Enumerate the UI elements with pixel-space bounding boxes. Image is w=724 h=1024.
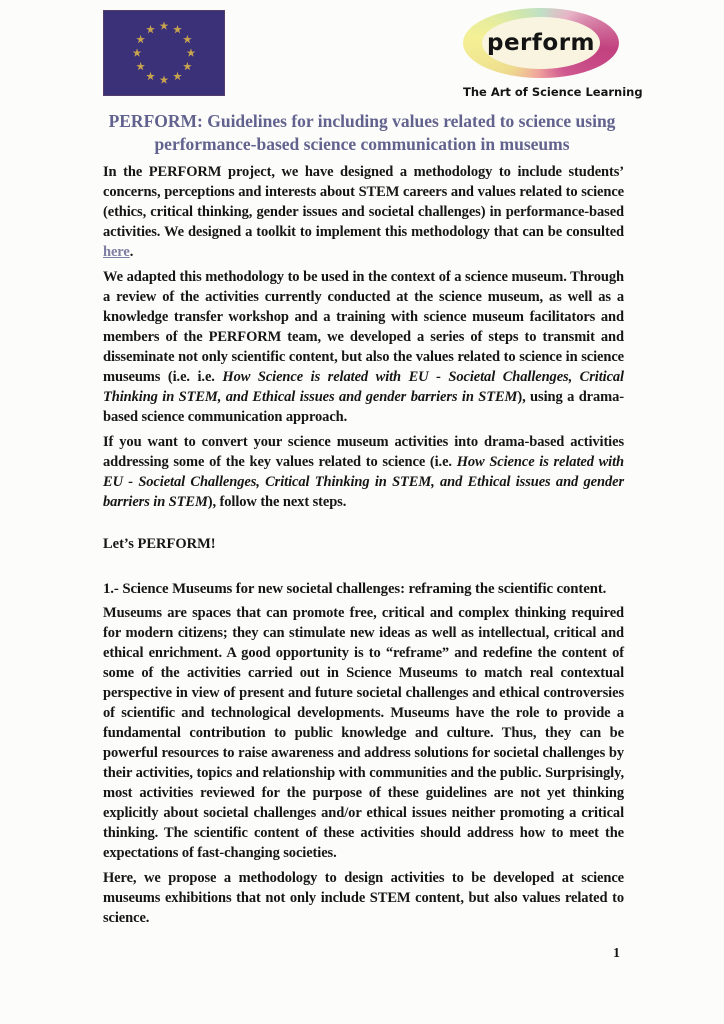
paragraph-text-run: ), using a drama-based science communication approach. bbox=[103, 389, 624, 425]
paragraph-adapted-methodology bbox=[103, 267, 624, 427]
values-list-italic: How Science is related with EU - Societal Challenges, Critical Thinking in STEM, and Ethical issues and gender barriers in STEM bbox=[103, 454, 624, 510]
eu-flag-icon bbox=[103, 10, 225, 96]
paragraph-text-run: We adapted this methodology to be used in the context of a science museum. Through a review of the activities currently conducted at the science museum, as well as a knowledge transfer workshop and a training with science museum facilitators and members of the PERFORM team, we developed a series of steps to transmit and disseminate not only scientific content, but also the values related to science in science museums (i.e. i.e. bbox=[103, 269, 624, 385]
paragraph-text-run: In the PERFORM project, we have designed a methodology to include students’ concerns, perceptions and interests about STEM careers and values related to science (ethics, critical thinking, gender issues and societal challenges) in performance-based activities. We designed a toolkit to implement this methodology that can be consulted bbox=[103, 164, 624, 240]
perform-logo-text: perform bbox=[486, 30, 596, 56]
paragraph-text-run: If you want to convert your science museum activities into drama-based activities addressing some of the key values related to science (i.e. bbox=[103, 434, 624, 470]
eu-flag-logo bbox=[103, 10, 225, 96]
perform-logo-tagline: The Art of Science Learning bbox=[463, 85, 643, 99]
paragraph-museums-spaces: Museums are spaces that can promote free, critical and complex thinking required for modern citizens; they can stimulate new ideas as well as intellectual, critical and ethical enrichment. A good opportunity is to “reframe” and redefine the content of some of the activities carried out in Science Museums to match real contextual perspective in view of present and future societal challenges and ethical controversies of scientific and technological developments. Museums have the role to provide a fundamental contribution to public knowledge and culture. Thus, they can be powerful resources to raise awareness and address solutions for societal challenges by their activities, topics and relationship with communities and the public. Surprisingly, most activities reviewed for the purpose of these guidelines are not yet thinking explicitly about societal challenges and/or ethical issues neither promoting a critical thinking. The scientific content of these activities should address how to meet the expectations of fast-changing societies. bbox=[103, 605, 624, 861]
perform-logo bbox=[463, 8, 643, 99]
section-1-heading: 1.- Science Museums for new societal challenges: reframing the scientific content. bbox=[103, 581, 607, 597]
lets-perform-heading: Let’s PERFORM! bbox=[103, 536, 216, 552]
paragraph-text-run: ), follow the next steps. bbox=[207, 494, 347, 510]
paragraph-perform-project bbox=[103, 162, 624, 262]
paragraph-text-run: . bbox=[129, 244, 134, 260]
paragraph-propose-methodology: Here, we propose a methodology to design activities to be developed at science museums exhibitions that not only include STEM content, but also values related to science. bbox=[103, 870, 624, 926]
here-link[interactable]: here bbox=[103, 244, 130, 260]
page-number: 1 bbox=[613, 946, 620, 961]
values-list-italic: How Science is related with EU - Societal Challenges, Critical Thinking in STEM, and Ethical issues and gender barriers in STEM bbox=[103, 369, 624, 405]
perform-logo-ring-icon bbox=[463, 8, 619, 78]
document-body bbox=[103, 162, 624, 933]
perform-logo-inner bbox=[482, 17, 600, 69]
document-title: PERFORM: Guidelines for including values related to science using performance-based science communication in museums bbox=[108, 111, 616, 154]
paragraph-convert-activities bbox=[103, 432, 624, 512]
